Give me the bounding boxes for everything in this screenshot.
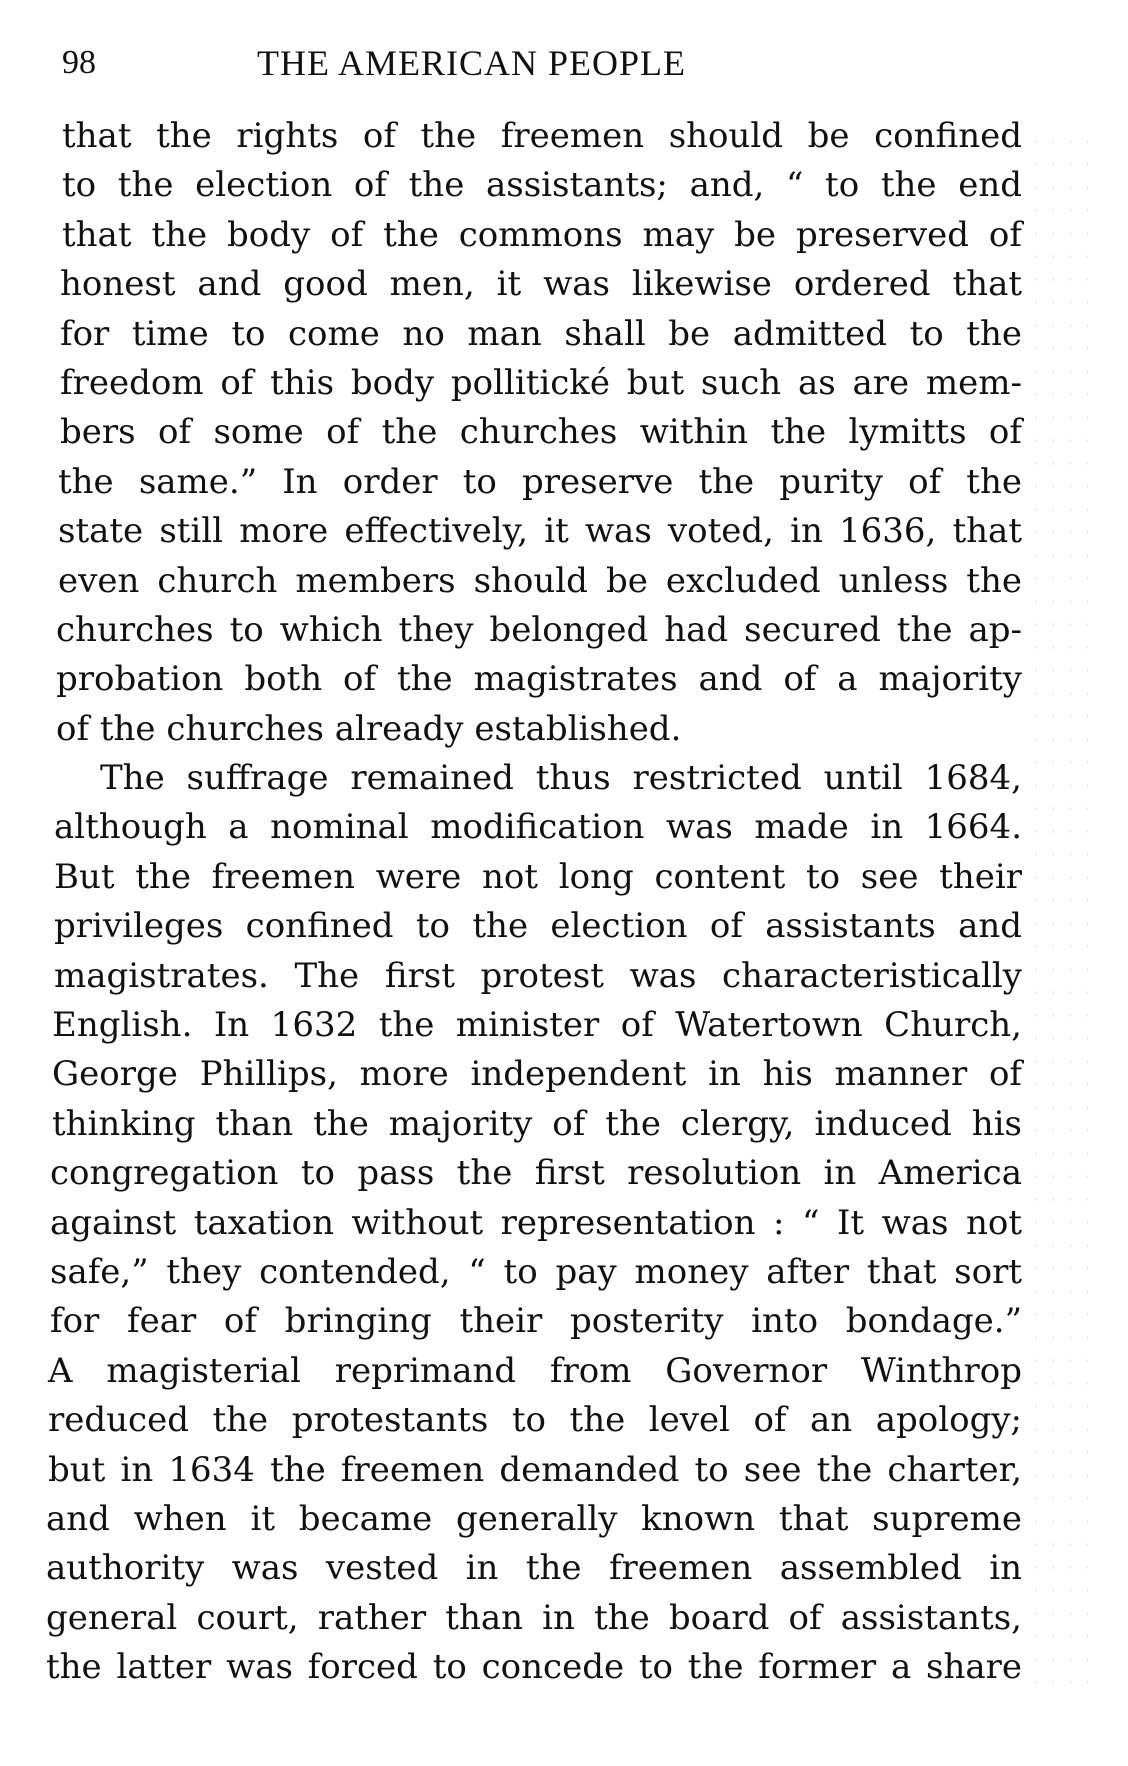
text-line: even church members should be excluded unless the bbox=[58, 560, 1022, 601]
text-line: general court, rather than in the board of assistants, bbox=[46, 1597, 1022, 1638]
text-line: thinking than the majority of the clergy, induced his bbox=[52, 1103, 1022, 1144]
text-line: freedom of this body pollitické but such as are mem- bbox=[60, 362, 1022, 403]
text-line: reduced the protestants to the level of an apology; bbox=[48, 1400, 1022, 1441]
text-line: churches to which they belonged had secured the ap- bbox=[56, 609, 1022, 650]
text-line: But the freemen were not long content to see their bbox=[54, 856, 1022, 897]
running-title: THE AMERICAN PEOPLE bbox=[257, 43, 687, 83]
text-line: A magisterial reprimand from Governor Winthrop bbox=[48, 1350, 1022, 1391]
text-line: privileges confined to the election of assistants and bbox=[54, 906, 1022, 947]
paper-speckle bbox=[1028, 130, 1088, 1690]
text-line: magistrates. The first protest was characteristically bbox=[54, 955, 1022, 996]
text-line: for time to come no man shall be admitted to the bbox=[60, 313, 1022, 354]
page-number: 98 bbox=[62, 44, 96, 81]
text-line: for fear of bringing their posterity into bondage.” bbox=[50, 1301, 1022, 1342]
text-line: congregation to pass the first resolution in America bbox=[50, 1153, 1022, 1194]
text-line-paragraph-start: The suffrage remained thus restricted until 1684, bbox=[100, 758, 1022, 799]
text-line: to the election of the assistants; and, “ to the end bbox=[62, 165, 1022, 206]
text-line: English. In 1632 the minister of Watertown Church, bbox=[52, 1005, 1022, 1046]
text-line: that the body of the commons may be preserved of bbox=[62, 214, 1022, 255]
text-line: that the rights of the freemen should be confined bbox=[62, 116, 1022, 156]
text-line: but in 1634 the freemen demanded to see the charter, bbox=[48, 1449, 1022, 1490]
text-line: of the churches already established. bbox=[56, 708, 682, 749]
text-line: George Phillips, more independent in his manner of bbox=[52, 1054, 1022, 1095]
body-text bbox=[44, 112, 1022, 1693]
text-line: the latter was forced to concede to the former a share bbox=[46, 1647, 1022, 1688]
text-line: the same.” In order to preserve the purity of the bbox=[58, 461, 1022, 502]
text-line: bers of some of the churches within the lymitts of bbox=[60, 412, 1022, 453]
text-line: safe,” they contended, “ to pay money after that sort bbox=[50, 1251, 1022, 1292]
text-line: state still more effectively, it was voted, in 1636, that bbox=[58, 511, 1022, 552]
text-line: honest and good men, it was likewise ordered that bbox=[60, 264, 1022, 305]
text-line: and when it became generally known that supreme bbox=[46, 1498, 1022, 1539]
text-line: although a nominal modification was made in 1664. bbox=[54, 807, 1022, 848]
running-head bbox=[62, 38, 1002, 88]
text-line: probation both of the magistrates and of a majority bbox=[56, 659, 1022, 700]
text-line: against taxation without representation : “ It was not bbox=[50, 1202, 1022, 1243]
text-line: authority was vested in the freemen assembled in bbox=[46, 1548, 1022, 1589]
